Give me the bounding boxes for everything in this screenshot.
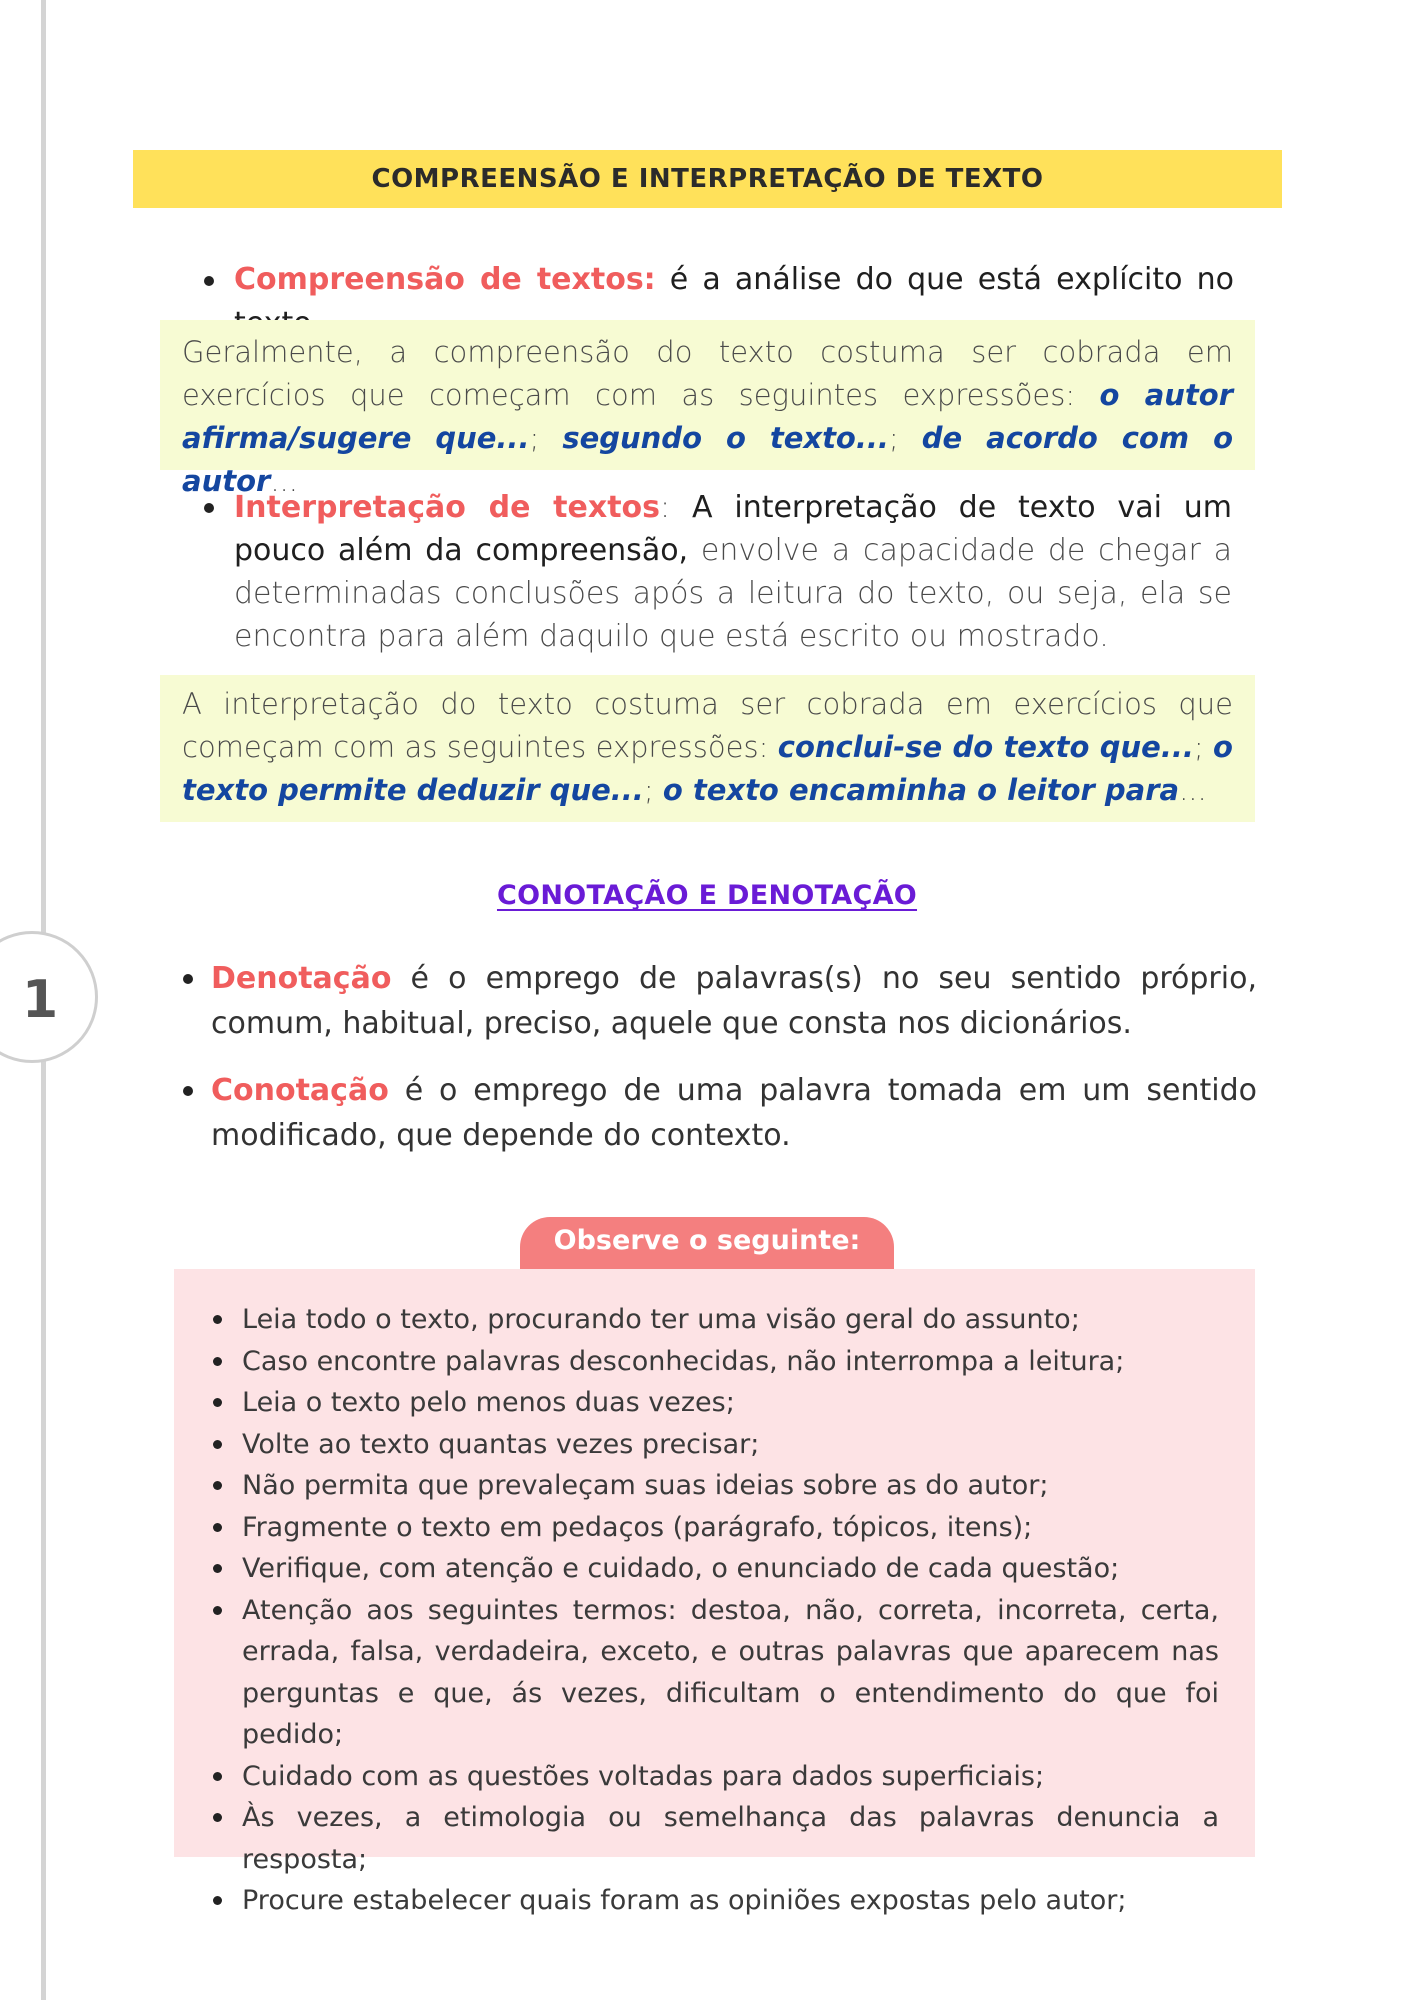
tip-item: Fragmente o texto em pedaços (parágrafo, tópicos, itens); (242, 1507, 1219, 1549)
interpretacao-item (234, 486, 1232, 658)
interpretacao-list (234, 486, 1232, 658)
definition-item-conotacao (211, 1068, 1257, 1158)
interpretacao-expression-2: o texto permite deduzir que... (182, 730, 1233, 807)
interpretacao-colon: : (660, 490, 671, 525)
tip-item: Às vezes, a etimologia ou semelhança das palavras denuncia a resposta; (242, 1797, 1219, 1880)
interpretacao-expression-3: o texto encaminha o leitor para (662, 773, 1180, 807)
compreensao-note-box (160, 320, 1255, 498)
definitions-list (211, 956, 1257, 1180)
definition-term: Conotação (211, 1073, 389, 1108)
interpretacao-term: Interpretação de textos (234, 490, 661, 525)
interpretacao-expression-1: conclui-se do texto que... (777, 730, 1194, 764)
tip-item: Atenção aos seguintes termos: destoa, não, correta, incorreta, certa, errada, falsa, verdadeira, exceto, e outras palavras que aparecem nas perguntas e que, ás vezes, dificultam o entendimento do que foi pedido; (242, 1590, 1219, 1756)
interpretacao-sep-2: ; (643, 773, 663, 807)
compreensao-note-end: ... (270, 464, 298, 498)
tips-heading-tab: Observe o seguinte: (520, 1217, 894, 1269)
interpretacao-definition-main: A interpretação de texto vai um pouco além da compreensão, (234, 490, 1232, 568)
compreensao-sep-1: ; (529, 421, 563, 455)
tip-item: Verifique, com atenção e cuidado, o enunciado de cada questão; (242, 1548, 1219, 1590)
interpretacao-definition-rest: envolve a capacidade de chegar a determinadas conclusões após a leitura do texto, ou seja, ela se encontra para além daquilo que está escrito ou mostrado. (234, 533, 1232, 654)
definition-term: Denotação (211, 961, 392, 996)
tip-item: Procure estabelecer quais foram as opiniões expostas pelo autor; (242, 1880, 1219, 1922)
compreensao-expression-2: segundo o texto... (562, 421, 889, 455)
compreensao-note-lead: Geralmente, a compreensão do texto costuma ser cobrada em exercícios que começam com as seguintes expressões: (182, 335, 1233, 412)
tip-item: Não permita que prevaleçam suas ideias sobre as do autor; (242, 1465, 1219, 1507)
interpretacao-sep-1: ; (1193, 730, 1214, 764)
interpretacao-note-end: ... (1179, 773, 1207, 807)
compreensao-sep-2: ; (888, 421, 922, 455)
tip-item: Cuidado com as questões voltadas para dados superficiais; (242, 1756, 1219, 1798)
compreensao-term: Compreensão de textos: (234, 262, 656, 297)
section-subheading: CONOTAÇÃO E DENOTAÇÃO (496, 880, 918, 911)
interpretacao-note-lead: A interpretação do texto costuma ser cobrada em exercícios que começam com as seguintes expressões: (182, 687, 1233, 764)
tips-box (174, 1269, 1255, 1916)
tip-item: Leia o texto pelo menos duas vezes; (242, 1382, 1219, 1424)
compreensao-definition: é a análise do que está explícito no (669, 262, 1234, 297)
tip-item: Volte ao texto quantas vezes precisar; (242, 1424, 1219, 1466)
page-title: COMPREENSÃO E INTERPRETAÇÃO DE TEXTO (133, 150, 1282, 208)
tips-list (242, 1299, 1219, 1922)
tip-item: Caso encontre palavras desconhecidas, não interrompa a leitura; (242, 1341, 1219, 1383)
compreensao-expression-3: de acordo com o autor (182, 421, 1233, 498)
compreensao-expression-1: o autor afirma/sugere que... (182, 378, 1233, 455)
interpretacao-note-box (160, 675, 1255, 822)
definition-text: é o emprego de palavras(s) no seu sentido próprio, comum, habitual, preciso, aquele que consta nos dicionários. (211, 961, 1257, 1041)
page-number: 1 (22, 970, 59, 1030)
definition-item-denotacao (211, 956, 1257, 1046)
definition-text: é o emprego de uma palavra tomada em um sentido modificado, que depende do contexto. (211, 1073, 1257, 1153)
tip-item: Leia todo o texto, procurando ter uma visão geral do assunto; (242, 1299, 1219, 1341)
